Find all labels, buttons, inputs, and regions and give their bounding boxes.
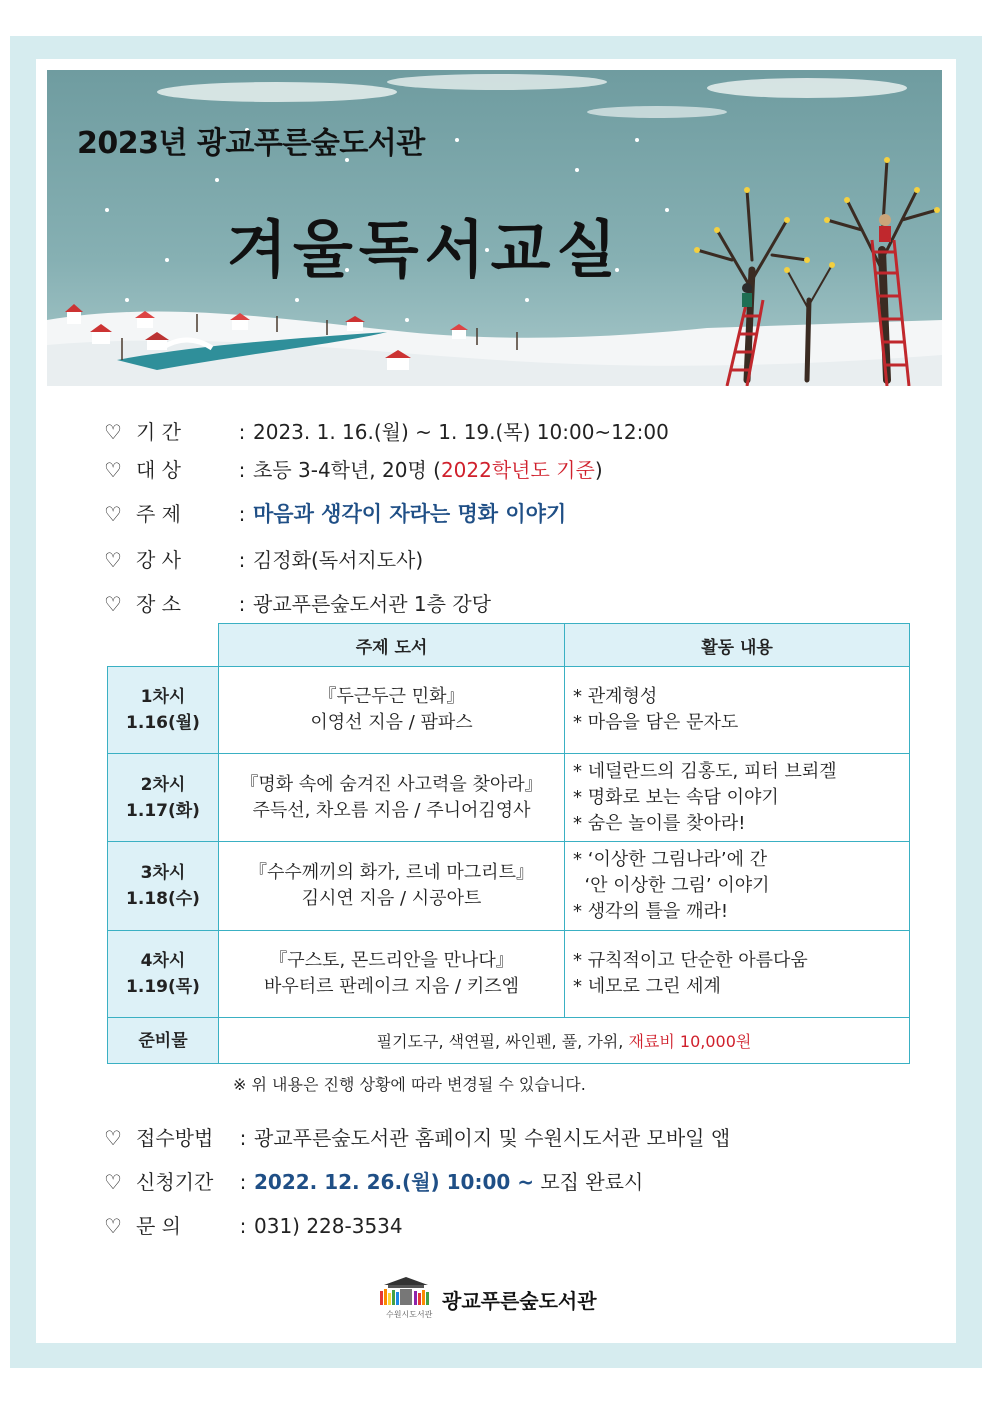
library-subname: 수원시도서관 — [386, 1310, 433, 1319]
heart-icon: ♡ — [104, 592, 122, 616]
prep-label: 준비물 — [108, 1018, 219, 1064]
apply-period: ♡ 신청기간 : 2022. 12. 26.(월) 10:00 ~ 모집 완료시 — [104, 1170, 644, 1194]
notice-text: ※ 위 내용은 진행 상황에 따라 변경될 수 있습니다. — [233, 1075, 586, 1094]
banner — [47, 70, 942, 386]
book-cell: 『명화 속에 숨겨진 사고력을 찾아라』 주득선, 차오름 지음 / 주니어김영사 — [219, 754, 565, 842]
session-cell: 1차시 1.16(월) — [108, 667, 219, 754]
heart-icon: ♡ — [104, 1214, 122, 1238]
material-fee: 재료비 10,000원 — [628, 1032, 752, 1051]
library-building-icon — [378, 1275, 434, 1309]
column-header-activity: 활동 내용 — [565, 624, 910, 667]
theme-text: 마음과 생각이 자라는 명화 이야기 — [253, 502, 567, 526]
table-header-row — [108, 624, 910, 667]
info-instructor: ♡ 강 사 : 김정화(독서지도사) — [104, 548, 424, 572]
info-location: ♡ 장 소 : 광교푸른숲도서관 1층 강당 — [104, 592, 491, 616]
info-theme: ♡ 주 제 : 마음과 생각이 자라는 명화 이야기 — [104, 502, 567, 526]
session-cell: 4차시 1.19(목) — [108, 931, 219, 1018]
heart-icon: ♡ — [104, 1126, 122, 1150]
table-row — [108, 931, 910, 1018]
heart-icon: ♡ — [104, 458, 122, 482]
table-row — [108, 667, 910, 754]
activity-cell: * 관계형성 * 마음을 담은 문자도 — [565, 667, 910, 754]
heart-icon: ♡ — [104, 1170, 122, 1194]
banner-subtitle: 2023년 광교푸른숲도서관 — [77, 126, 425, 161]
info-target: ♡ 대 상 : 초등 3-4학년, 20명 (2022학년도 기준) — [104, 458, 603, 482]
book-cell: 『두근두근 민화』 이영선 지음 / 팜파스 — [219, 667, 565, 754]
activity-cell: * 네덜란드의 김홍도, 피터 브뢰겔 * 명화로 보는 속담 이야기 * 숨은 놀이를 찾아라! — [565, 754, 910, 842]
heart-icon: ♡ — [104, 420, 122, 444]
prep-row — [108, 1018, 910, 1064]
target-basis: 2022학년도 기준 — [440, 458, 595, 482]
apply-start-date: 2022. 12. 26.(월) 10:00 ~ — [254, 1170, 534, 1194]
prep-cell: 필기도구, 색연필, 싸인펜, 풀, 가위, 재료비 10,000원 — [219, 1018, 910, 1064]
heart-icon: ♡ — [104, 502, 122, 526]
contact: ♡ 문 의 : 031) 228-3534 — [104, 1214, 403, 1238]
banner-title: 겨울독서교실 — [227, 213, 623, 286]
heart-icon: ♡ — [104, 548, 122, 572]
library-name: 광교푸른숲도서관 — [442, 1289, 597, 1313]
apply-method: ♡ 접수방법 : 광교푸른숲도서관 홈페이지 및 수원시도서관 모바일 앱 — [104, 1126, 731, 1150]
activity-cell: * ‘이상한 그림나라’에 간 ‘안 이상한 그림’ 이야기 * 생각의 틀을 깨라! — [565, 842, 910, 931]
table-row — [108, 754, 910, 842]
library-logo — [378, 1275, 598, 1325]
table-row — [108, 842, 910, 931]
activity-cell: * 규칙적이고 단순한 아름다움 * 네모로 그린 세계 — [565, 931, 910, 1018]
book-cell: 『수수께끼의 화가, 르네 마그리트』 김시연 지음 / 시공아트 — [219, 842, 565, 931]
phone-number: 031) 228-3534 — [254, 1214, 403, 1238]
info-period: ♡ 기 간 : 2023. 1. 16.(월) ~ 1. 19.(목) 10:00~12:00 — [104, 420, 669, 444]
column-header-book: 주제 도서 — [219, 624, 565, 667]
session-cell: 3차시 1.18(수) — [108, 842, 219, 931]
session-cell: 2차시 1.17(화) — [108, 754, 219, 842]
schedule-table — [107, 623, 910, 1064]
book-cell: 『구스토, 몬드리안을 만나다』 바우터르 판레이크 지음 / 키즈엠 — [219, 931, 565, 1018]
